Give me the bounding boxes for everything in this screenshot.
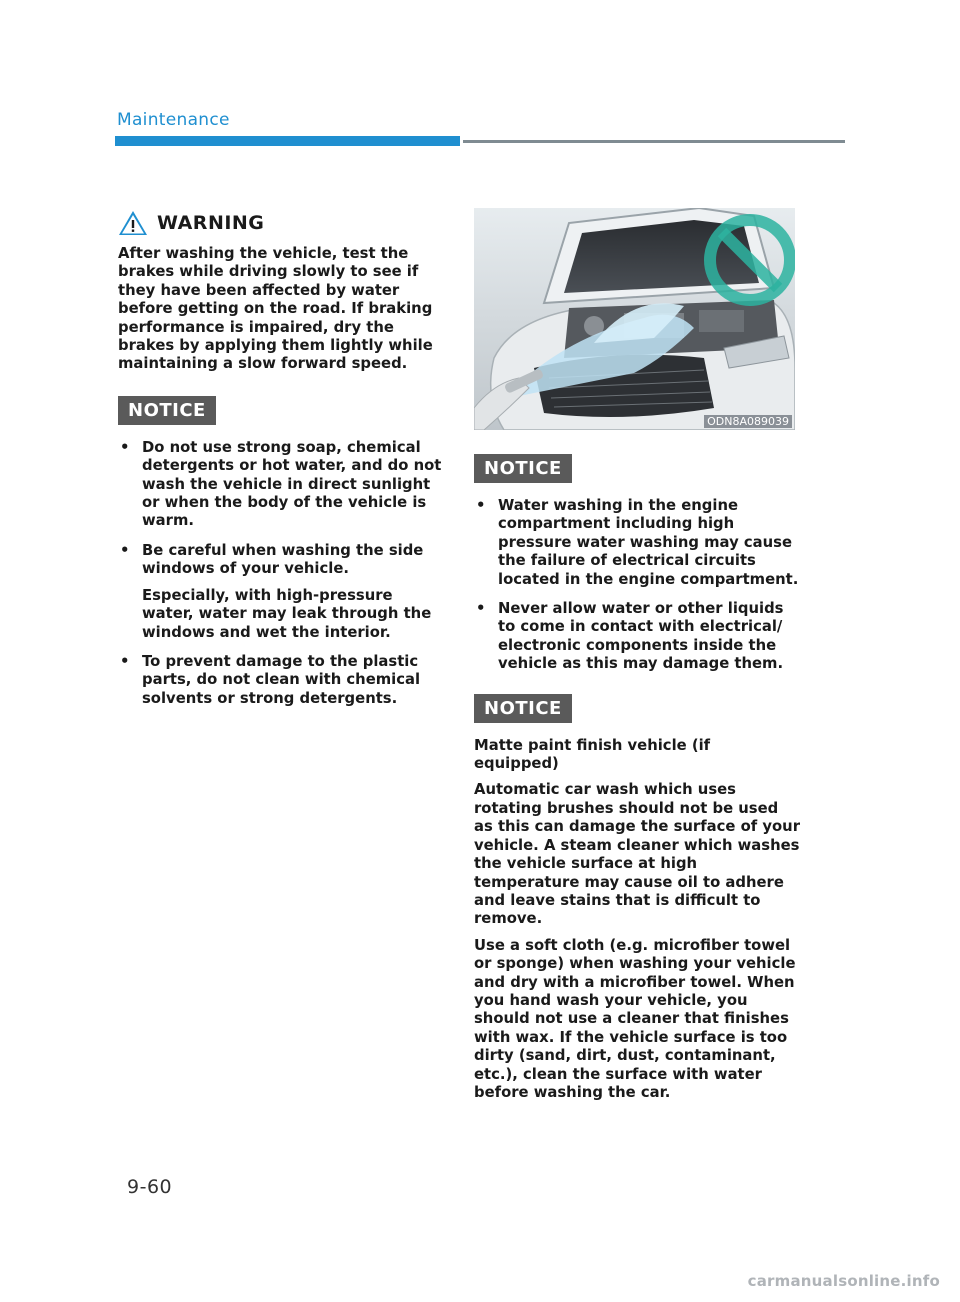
list-item: • Never allow water or other liquids to come in contact with electrical/ electronic components inside the vehicle as this may damage them. bbox=[476, 600, 784, 673]
notice-1 bbox=[118, 396, 448, 708]
notice-3 bbox=[474, 694, 800, 1103]
section-title: Maintenance bbox=[117, 110, 230, 130]
page-number: 9-60 bbox=[127, 1176, 173, 1198]
right-column bbox=[474, 208, 800, 1102]
list-item: • To prevent damage to the plastic parts, do not clean with chemical solvents or strong detergents. bbox=[120, 652, 421, 707]
list-item: • Be careful when washing the side windows of your vehicle. Especially, with high-pressure water, water may leak through the windows and wet the interior. bbox=[118, 542, 448, 642]
watermark-link[interactable]: carmanualsonline.info bbox=[747, 1272, 940, 1290]
notice-3-paragraph-2: Use a soft cloth (e.g. microfiber towel or sponge) when washing your vehicle and dry with a microfiber towel. When you hand wash your vehicle, you should not use a cleaner that finishes with wax. If the vehicle surface is too dirty (sand, dirt, dust, contaminant, etc.), clean the surface with water before washing the car. bbox=[474, 936, 796, 1101]
notice-1-sub-paragraph: Especially, with high-pressure water, water may leak through the windows and wet the interior. bbox=[142, 586, 432, 641]
left-column bbox=[118, 210, 448, 719]
header-rule-gray bbox=[463, 140, 845, 143]
notice-1-list bbox=[118, 439, 448, 708]
engine-wash-illustration bbox=[474, 208, 795, 430]
notice-badge: NOTICE bbox=[118, 396, 216, 425]
warning-text: After washing the vehicle, test the brakes while driving slowly to see if they have been affected by water before getting on the road. If braking performance is impaired, dry the brakes by applying them lightly while maintaining a slow forward speed. bbox=[118, 245, 433, 373]
warning-title: WARNING bbox=[157, 212, 265, 234]
list-item: • Water washing in the engine compartment including high pressure water washing may cause the failure of electrical circuits located in the engine compartment. bbox=[476, 497, 799, 588]
warning-triangle-icon bbox=[118, 210, 148, 236]
notice-2 bbox=[474, 454, 800, 674]
notice-2-list bbox=[474, 497, 800, 674]
notice-3-heading: Matte paint finish vehicle (if equipped) bbox=[474, 736, 711, 773]
notice-3-paragraph-1: Automatic car wash which uses rotating brushes should not be used as this can damage the surface of your vehicle. A steam cleaner which washes the vehicle surface at high temperature may cause oil to adhere and leave stains that is difficult to remove. bbox=[474, 781, 800, 928]
warning-header bbox=[118, 210, 448, 236]
figure-caption: ODN8A089039 bbox=[704, 415, 792, 428]
car-hood-open-illustration bbox=[474, 208, 795, 430]
list-item: • Do not use strong soap, chemical detergents or hot water, and do not wash the vehicle in direct sunlight or when the body of the vehicle is warm. bbox=[120, 438, 442, 530]
header-rule-accent bbox=[115, 136, 460, 146]
notice-badge: NOTICE bbox=[474, 694, 572, 723]
notice-badge: NOTICE bbox=[474, 454, 572, 483]
